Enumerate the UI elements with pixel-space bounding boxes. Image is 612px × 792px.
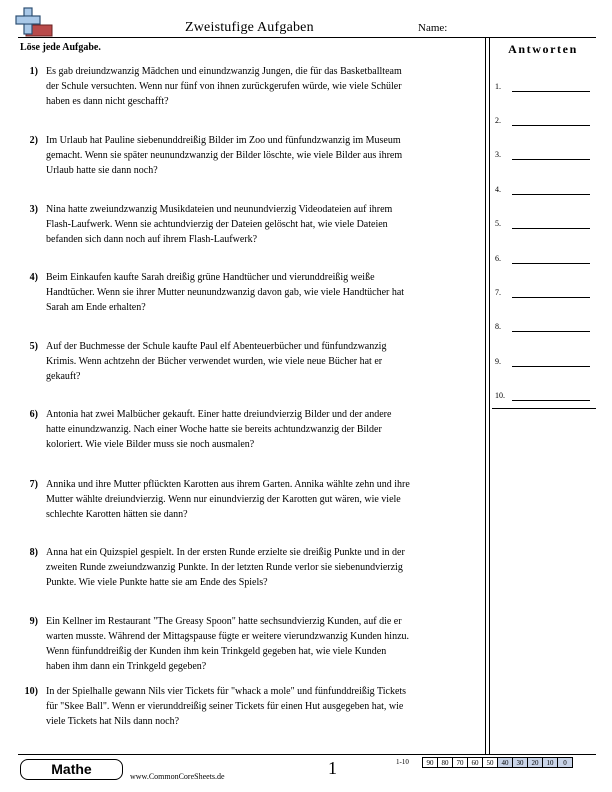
question-line: In der Spielhalle gewann Nils vier Tickets für "whack a mole" und fünfunddreißig Tickets (46, 686, 407, 697)
question-number: 3) (29, 204, 38, 215)
answer-number: 5. (495, 219, 501, 228)
name-label: Name: (418, 22, 448, 34)
question-text (46, 339, 482, 384)
answer-row (495, 286, 595, 300)
answer-row (495, 217, 595, 231)
site-url: www.CommonCoreSheets.de (130, 772, 225, 781)
instructions: Löse jede Aufgabe. (20, 42, 101, 53)
question-line: Handtücher. Wenn sie ihrer Mutter neunundzwanzig davon gab, wie viele Handtücher hat (46, 287, 405, 298)
question-text (46, 477, 482, 522)
question-line: Ein Kellner im Restaurant "The Greasy Spoon" hatte sechsundvierzig Kunden, auf die er (46, 616, 402, 627)
page-title: Zweistufige Aufgaben (185, 20, 314, 35)
question-line: Sarah am Ende erhalten? (46, 302, 146, 313)
answer-row (495, 148, 595, 162)
question-line: befanden sich dann noch auf ihrem Flash-Laufwerk? (46, 234, 258, 245)
answer-number: 10. (495, 391, 505, 400)
question-text (46, 684, 482, 729)
answer-row (495, 183, 595, 197)
answer-blank[interactable] (512, 263, 590, 264)
question-line: schlechte Karotten hätten sie dann? (46, 509, 188, 520)
question-line: warten musste. Während der Mittagspause fügte er weitere vierundzwanzig Kunden hinzu. (46, 631, 410, 642)
answer-number: 7. (495, 288, 501, 297)
answer-number: 1. (495, 82, 501, 91)
question-line: haben es dann nicht geschafft? (46, 96, 169, 107)
answer-blank[interactable] (512, 159, 590, 160)
answer-row (495, 252, 595, 266)
page-number: 1 (328, 758, 337, 778)
column-divider-inner (489, 37, 490, 754)
answer-number: 3. (495, 150, 501, 159)
question-line: Anna hat ein Quizspiel gespielt. In der ersten Runde erzielte sie dreißig Punkte und in der (46, 547, 405, 558)
answer-row (495, 80, 595, 94)
score-cell: 40 (497, 757, 513, 768)
question-number: 10) (24, 686, 38, 697)
question-line: zweiten Runde zweiundzwanzig Punkte. In der letzten Runde verlor sie siebenundvierzig (46, 562, 403, 573)
answer-blank[interactable] (512, 297, 590, 298)
answer-number: 6. (495, 254, 501, 263)
question-line: für "Skee Ball". Wenn er vierunddreißig seiner Tickets für einen Hut ausgegeben hat, wie (46, 701, 404, 712)
header-divider (18, 37, 596, 38)
answer-number: 2. (495, 116, 501, 125)
question-line: Es gab dreiundzwanzig Mädchen und einundzwanzig Jungen, die für das Basketballteam (46, 66, 402, 77)
score-cell: 20 (527, 757, 543, 768)
score-label: 1-10 (396, 758, 409, 766)
score-cell: 0 (557, 757, 573, 768)
question-line: Wenn fünfunddreißig der Kunden ihm kein Trinkgeld gegeben hat, wie viele Kunden (46, 646, 387, 657)
score-cell: 70 (452, 757, 468, 768)
question-text (46, 545, 482, 590)
plus-logo-icon (14, 6, 54, 38)
footer-divider (18, 754, 596, 755)
question-number: 4) (29, 272, 38, 283)
question-text (46, 407, 482, 452)
subject-badge: Mathe (20, 759, 123, 780)
answer-blank[interactable] (512, 91, 590, 92)
question-line: Antonia hat zwei Malbücher gekauft. Einer hatte dreiundvierzig Bilder und der andere (46, 409, 392, 420)
answer-blank[interactable] (512, 331, 590, 332)
answer-row (495, 355, 595, 369)
question-text (46, 270, 482, 315)
column-divider (485, 37, 486, 754)
question-number: 8) (29, 547, 38, 558)
question-text (46, 64, 482, 109)
answer-blank[interactable] (512, 125, 590, 126)
answers-heading: Antworten (508, 42, 578, 56)
question-line: Im Urlaub hat Pauline siebenunddreißig Bilder im Zoo und fünfundzwanzig im Museum (46, 135, 401, 146)
score-cell: 50 (482, 757, 498, 768)
score-cell: 30 (512, 757, 528, 768)
question-line: Beim Einkaufen kaufte Sarah dreißig grüne Handtücher und vierunddreißig weiße (46, 272, 375, 283)
answer-blank[interactable] (512, 194, 590, 195)
question-line: Flash-Laufwerk. Wenn sie achtundvierzig der Dateien gelöscht hat, wie viele Dateien (46, 219, 388, 230)
answer-row (495, 389, 595, 403)
question-line: Annika und ihre Mutter pflückten Karotten aus ihrem Garten. Annika wählte zehn und ihre (46, 479, 410, 490)
question-line: Nina hatte zweiundzwanzig Musikdateien und neunundvierzig Videodateien auf ihrem (46, 204, 393, 215)
question-text (46, 202, 482, 247)
answer-number: 9. (495, 357, 501, 366)
question-number: 2) (29, 135, 38, 146)
question-number: 7) (29, 479, 38, 490)
score-cell: 10 (542, 757, 558, 768)
score-table (396, 757, 573, 768)
answer-blank[interactable] (512, 228, 590, 229)
score-cell: 60 (467, 757, 483, 768)
question-line: hatte einundzwanzig. Nach einer Woche hatte sie bereits achtundzwanzig der Bilder (46, 424, 382, 435)
question-text (46, 133, 482, 178)
answer-row (495, 114, 595, 128)
answer-blank[interactable] (512, 366, 590, 367)
question-line: viele Tickets hat Nils dann noch? (46, 716, 180, 727)
score-cell: 90 (422, 757, 438, 768)
question-number: 5) (29, 341, 38, 352)
answer-number: 8. (495, 322, 501, 331)
question-number: 1) (29, 66, 38, 77)
question-number: 6) (29, 409, 38, 420)
answer-row (495, 320, 595, 334)
question-line: Auf der Buchmesse der Schule kaufte Paul elf Abenteuerbücher und fünfundzwanzig (46, 341, 387, 352)
answers-end-divider (492, 408, 596, 409)
question-line: Krimis. Wenn achtzehn der Bücher verwendet wurden, wie viele neue Bücher hat er (46, 356, 383, 367)
question-line: Mutter wählte dreiundvierzig. Wenn nur einundvierzig der Karotten gut wären, wie viele (46, 494, 401, 505)
question-text (46, 614, 482, 674)
question-line: koloriert. Wie viele Bilder muss sie noch ausmalen? (46, 439, 255, 450)
answer-number: 4. (495, 185, 501, 194)
question-line: Punkte. Wie viele Punkte hatte sie am Ende des Spiels? (46, 577, 268, 588)
question-line: gemacht. Wenn sie später neunundzwanzig der Bilder löschte, wie viele Bilder aus ihrem (46, 150, 403, 161)
question-line: Urlaub hatte sie dann noch? (46, 165, 158, 176)
score-cell: 80 (437, 757, 453, 768)
question-number: 9) (29, 616, 38, 627)
question-line: der Schule versuchten. Wenn nur fünf von ihnen zurückgerufen würde, wie viele Schüler (46, 81, 402, 92)
answer-blank[interactable] (512, 400, 590, 401)
question-line: gekauft? (46, 371, 81, 382)
question-line: haben ihm dann ein Trinkgeld gegeben? (46, 661, 207, 672)
